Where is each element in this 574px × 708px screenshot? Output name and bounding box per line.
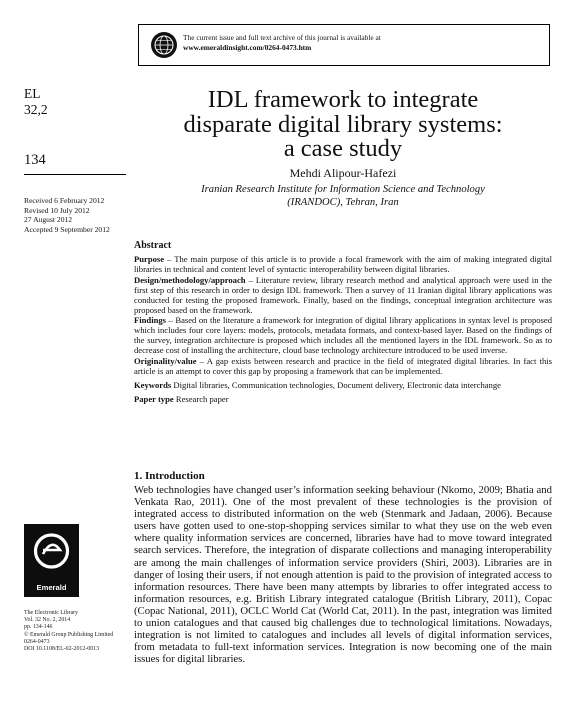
findings-label: Findings: [134, 315, 167, 326]
journal-code: [24, 86, 48, 118]
paper-type-label: Paper type: [134, 393, 174, 404]
date-revised-2: 27 August 2012: [24, 215, 73, 224]
title-line-1: IDL framework to integrate: [207, 86, 479, 113]
article-history-dates: [24, 196, 110, 234]
design-label: Design/methodology/approach: [134, 274, 246, 285]
introduction-section: [134, 470, 552, 665]
keywords: [134, 381, 552, 391]
pub-pages: pp. 134-146: [24, 624, 53, 631]
originality-text: – A gap exists between research and practice in the field of integrated digital libraries. In fact this article is an attempt to cover this gap by proposing a framework that can be implemented.: [134, 356, 552, 376]
page-number: 134: [24, 152, 46, 168]
journal-header-box: [138, 24, 550, 66]
author-name: Mehdi Alipour-Hafezi: [289, 166, 397, 180]
abstract-findings: [134, 316, 552, 356]
originality-label: Originality/value: [134, 356, 197, 367]
emerald-e-icon: [24, 524, 79, 584]
pub-journal-name: The Electronic Library: [24, 610, 78, 616]
article-title: [134, 88, 552, 162]
header-text: [183, 33, 381, 53]
emerald-globe-icon: [151, 32, 177, 58]
page-number-rule: [24, 174, 126, 175]
abstract-section: [134, 240, 552, 406]
author-affiliation: [134, 183, 552, 209]
date-received: Received 6 February 2012: [24, 196, 105, 205]
abstract-purpose: [134, 255, 552, 275]
emerald-logo-label: Emerald: [36, 583, 67, 592]
pub-issn: 0264-0473: [24, 638, 50, 645]
emerald-publisher-logo: [24, 524, 79, 597]
title-line-2: disparate digital library systems:: [183, 110, 503, 138]
introduction-body: Web technologies have changed user’s information seeking behaviour (Nkomo, 2009; Bhatia and Venkata Rao, 2011). One of the most prevalent of these technologies is the provision of integrated access to distributed information on the web (Stenmark and Jadaan, 2006). Because users have gotten used to one-stop-shopping services similar to what they use on the web even where quality information services are concerned, libraries have had to move toward integrated search services. Therefore, the integration of disparate collections and managing interoperability are among the main challenges of information service providers (Shiri, 2003). Libraries are in danger of losing their users, if not enough attention is paid to the provision of integrated access to information resources. There have been many attempts by libraries to offer integrated access to information resources, e.g. British Library integrated catalogue (British Library, 2011), Copac (Copac National, 2011), OCLC World Cat (World Cat, 2011). In the past, integration was limited to union catalogues and that caused big challenges due to technological limitations. Nowadays, integration is not limited to catalogues and includes all levels of digital information services, from metadata to full-text information services. Integration is now becoming one of the main issues for digital libraries.: [134, 484, 552, 666]
purpose-text: – The main purpose of this article is to provide a focal framework with the aim of making integrated digital libraries in technical and content level of syntactic interoperability between digital libraries.: [134, 254, 552, 274]
keywords-text: Digital libraries, Communication technologies, Document delivery, Electronic data interchange: [171, 379, 501, 390]
journal-url-link[interactable]: www.emeraldinsight.com/0264-0473.htm: [183, 43, 312, 52]
journal-abbrev: EL: [24, 86, 41, 101]
purpose-label: Purpose: [134, 254, 165, 264]
pub-volume: Vol. 32 No. 2, 2014: [24, 617, 71, 624]
abstract-heading: Abstract: [134, 240, 172, 251]
date-accepted: Accepted 9 September 2012: [24, 224, 110, 234]
header-archive-note: The current issue and full text archive of this journal is available at: [183, 33, 381, 42]
design-text: – Literature review, library research method and analytical approach were used in the first step of this research in order to design IDL framework. Then a survey of 11 Iranian digital library applications was conducted for testing the proposed framework. Finally, based on the findings, conceptual integration architecture was proposed based on the framework.: [134, 274, 552, 315]
affiliation-line-1: Iranian Research Institute for Information Science and Technology: [201, 184, 485, 195]
pub-doi: DOI 10.1108/EL-02-2012-0013: [24, 646, 100, 653]
abstract-originality: [134, 357, 552, 377]
paper-type: [134, 395, 552, 405]
publication-info: [24, 610, 113, 653]
date-revised-1: Revised 10 July 2012: [24, 205, 90, 215]
affiliation-line-2: (IRANDOC), Tehran, Iran: [287, 197, 399, 208]
volume-issue: 32,2: [24, 102, 48, 117]
pub-copyright: © Emerald Group Publishing Limited: [24, 631, 114, 638]
keywords-label: Keywords: [134, 379, 172, 390]
findings-text: – Based on the literature a framework for integration of digital library applications in syntax level is proposed which includes four core layers: models, protocols, metadata formats, and context-based layer. Based on the findings of the survey, integration architecture is proposed which includes all the mentioned layers in the IDL framework. So as to decrease cost of installing the architecture, cloud base technology architecture introduced to be used inverse.: [134, 315, 552, 356]
abstract-design: [134, 276, 552, 316]
paper-type-text: Research paper: [173, 393, 229, 404]
title-line-3: a case study: [283, 135, 403, 162]
introduction-heading: 1. Introduction: [134, 470, 205, 482]
